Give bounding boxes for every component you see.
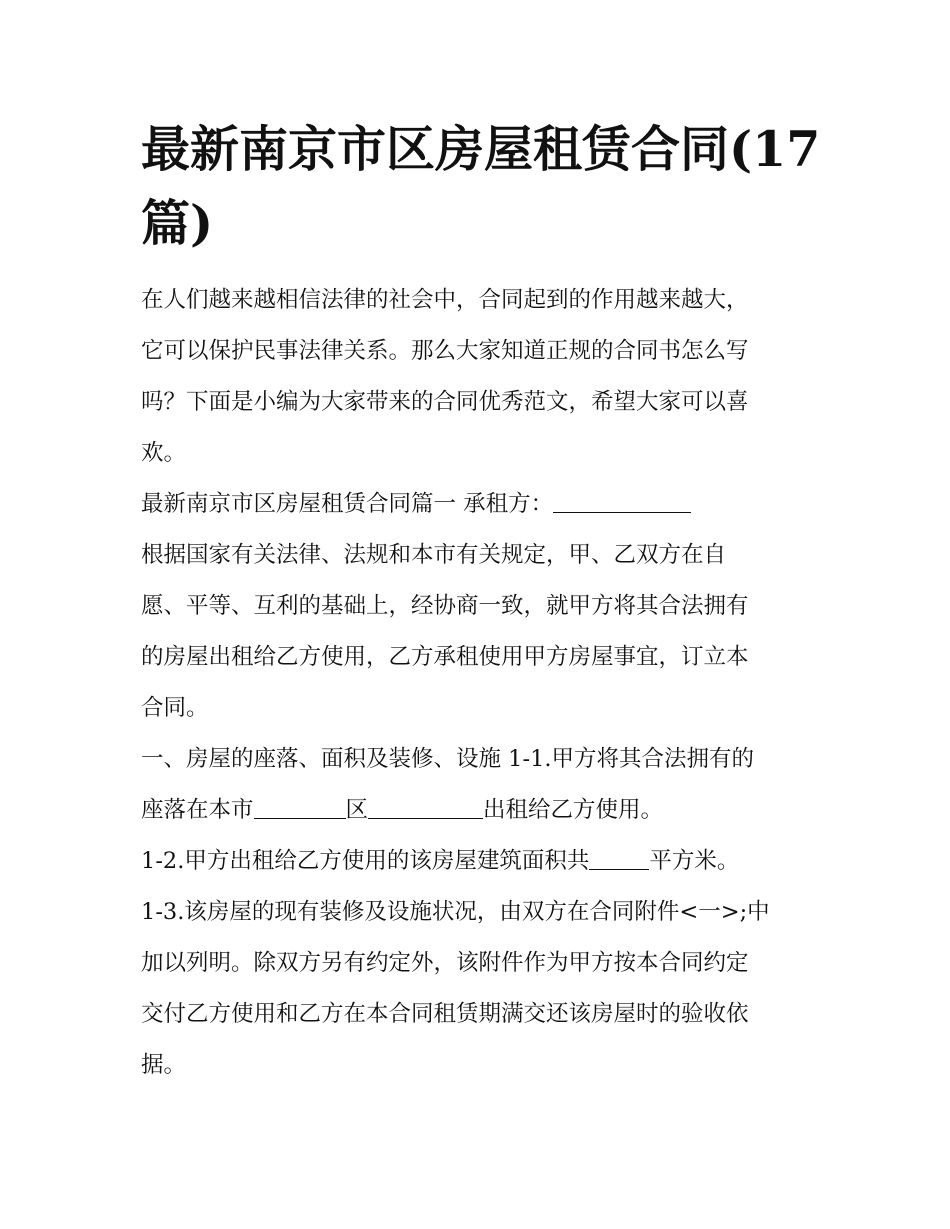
article1-line2-b: 区 xyxy=(345,797,369,823)
article1-line-1: 一、房屋的座落、面积及装修、设施 1-1.甲方将其合法拥有的 xyxy=(141,746,755,772)
intro-line-1: 在人们越来越相信法律的社会中，合同起到的作用越来越大， xyxy=(141,287,749,313)
document-title xyxy=(141,112,821,260)
basis-line-2: 愿、平等、互利的基础上，经协商一致，就甲方将其合法拥有 xyxy=(141,593,749,619)
title-line-2: 篇) xyxy=(141,194,214,252)
clause-1-2-text-a: 1-2.甲方出租给乙方使用的该房屋建筑面积共 xyxy=(141,848,590,874)
clause-1-3-line-3: 交付乙方使用和乙方在本合同租赁期满交还该房屋时的验收依 xyxy=(141,1001,749,1027)
city-district-blank xyxy=(254,817,346,819)
basis-line-3: 的房屋出租给乙方使用，乙方承租使用甲方房屋事宜，订立本 xyxy=(141,644,749,670)
tenant-blank xyxy=(553,511,691,513)
article1-line2-c: 出租给乙方使用。 xyxy=(483,797,664,823)
clause-1-2-text-b: 平方米。 xyxy=(649,848,740,874)
clause-1-2 xyxy=(141,836,821,887)
intro-line-4: 欢。 xyxy=(141,440,187,466)
article1-line-2 xyxy=(141,785,821,836)
section1-heading-text: 最新南京市区房屋租赁合同篇一 承租方： xyxy=(141,491,554,517)
clause-1-3-line-4: 据。 xyxy=(141,1052,187,1078)
basis-line-4: 合同。 xyxy=(141,695,209,721)
clause-1-3-line-1: 1-3.该房屋的现有装修及设施状况，由双方在合同附件<一>;中 xyxy=(141,899,770,925)
title-line-1: 最新南京市区房屋租赁合同(17 xyxy=(141,120,821,178)
intro-line-3: 吗？下面是小编为大家带来的合同优秀范文，希望大家可以喜 xyxy=(141,389,749,415)
intro-line-2: 它可以保护民事法律关系。那么大家知道正规的合同书怎么写 xyxy=(141,338,749,364)
clause-1-3-line-2: 加以列明。除双方另有约定外，该附件作为甲方按本合同约定 xyxy=(141,950,749,976)
area-blank xyxy=(589,868,649,870)
basis-line-1: 根据国家有关法律、法规和本市有关规定，甲、乙双方在自 xyxy=(141,542,727,568)
section1-heading xyxy=(141,479,821,530)
address-blank xyxy=(368,817,483,819)
article1-line2-a: 座落在本市 xyxy=(141,797,254,823)
